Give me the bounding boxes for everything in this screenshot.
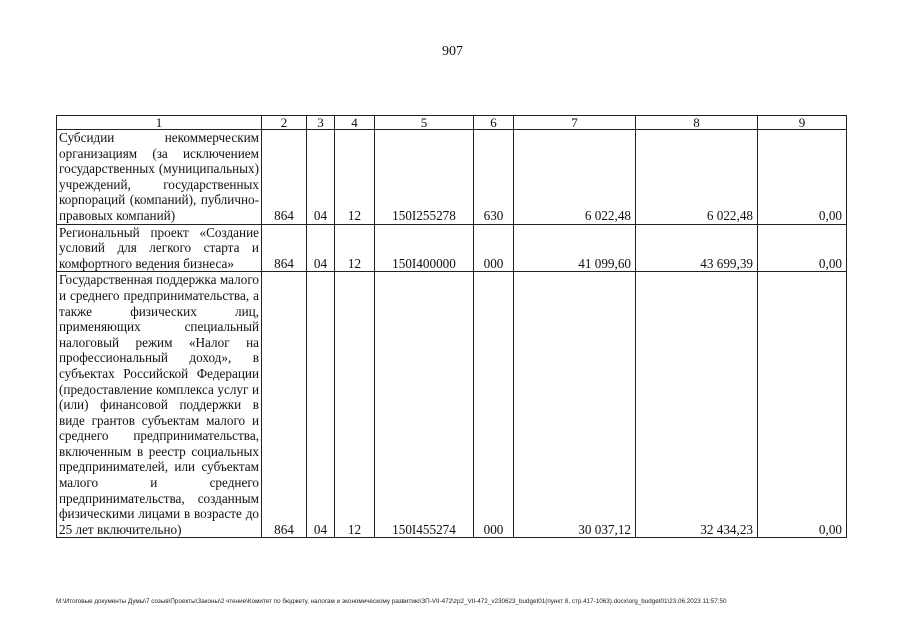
cell-amount: 0,00 xyxy=(758,130,847,225)
column-header: 6 xyxy=(474,116,514,130)
page-number: 907 xyxy=(442,44,463,59)
cell-grbs: 864 xyxy=(262,224,307,272)
cell-amount: 32 434,23 xyxy=(636,272,758,538)
cell-subsection: 12 xyxy=(335,130,375,225)
cell-amount: 6 022,48 xyxy=(514,130,636,225)
table-row xyxy=(57,130,847,225)
cell-amount: 6 022,48 xyxy=(636,130,758,225)
column-header: 9 xyxy=(758,116,847,130)
column-header: 8 xyxy=(636,116,758,130)
cell-section: 04 xyxy=(307,224,335,272)
cell-amount: 30 037,12 xyxy=(514,272,636,538)
column-header: 5 xyxy=(375,116,474,130)
row-name: Государственная поддержка малого и среднего предпринимательства, а также физических лиц, применяющих специальный налоговый режим «Налог на профессиональный доход», в субъектах Российской Федерации (предоставление комплекса услуг и (или) финансовой поддержки в виде грантов субъектам малого и среднего предпринимательства, включенным в реестр социальных предпринимателей, или субъектам малого и среднего предпринимательства, созданным физическими лицами в возрасте до 25 лет включительно) xyxy=(57,272,262,538)
cell-grbs: 864 xyxy=(262,130,307,225)
cell-amount: 41 099,60 xyxy=(514,224,636,272)
row-name: Региональный проект «Создание условий для легкого старта и комфортного ведения бизнеса» xyxy=(57,224,262,272)
table-row xyxy=(57,272,847,538)
cell-target-article: 150I455274 xyxy=(375,272,474,538)
cell-target-article: 150I255278 xyxy=(375,130,474,225)
column-header: 4 xyxy=(335,116,375,130)
cell-expense-type: 630 xyxy=(474,130,514,225)
column-header: 3 xyxy=(307,116,335,130)
cell-subsection: 12 xyxy=(335,224,375,272)
row-name: Субсидии некоммерческим организациям (за исключением государственных (муниципальных) учреждений, государственных корпораций (компаний), публично-правовых компаний) xyxy=(57,130,262,225)
cell-amount: 0,00 xyxy=(758,224,847,272)
cell-section: 04 xyxy=(307,272,335,538)
document-path-footer: M:\Итоговые документы Думы\7 созыв\Проекты\Законы\2 чтение\Комитет по бюджету, налогам и экономическому развитию\ЗП-VII-472\zp2_VII-472_v230623_budget01(пункт 8, стр.417-1063).docx\org_budget01\23.06.2023 11:57:50 xyxy=(56,598,727,605)
cell-amount: 43 699,39 xyxy=(636,224,758,272)
cell-target-article: 150I400000 xyxy=(375,224,474,272)
cell-expense-type: 000 xyxy=(474,224,514,272)
budget-table xyxy=(56,115,847,538)
cell-expense-type: 000 xyxy=(474,272,514,538)
column-header: 7 xyxy=(514,116,636,130)
column-header: 1 xyxy=(57,116,262,130)
cell-grbs: 864 xyxy=(262,272,307,538)
cell-subsection: 12 xyxy=(335,272,375,538)
table-row xyxy=(57,224,847,272)
cell-amount: 0,00 xyxy=(758,272,847,538)
column-header: 2 xyxy=(262,116,307,130)
cell-section: 04 xyxy=(307,130,335,225)
table-header-row xyxy=(57,116,847,130)
